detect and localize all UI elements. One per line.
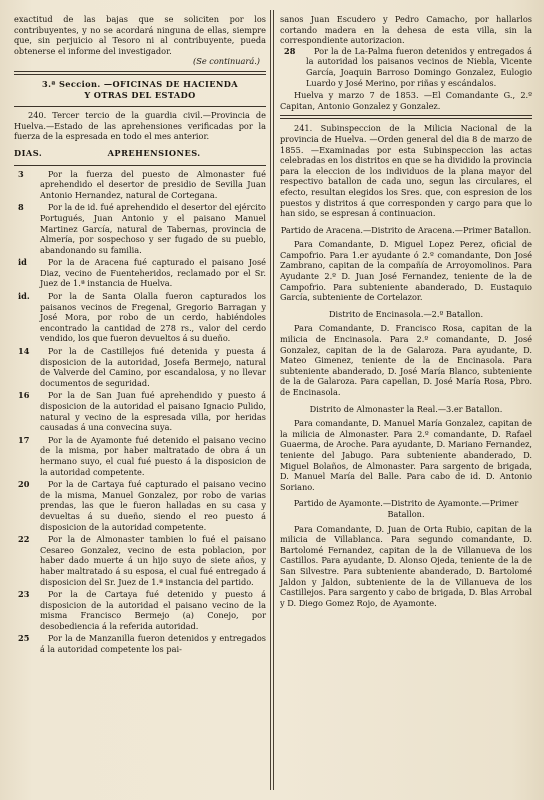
entry-text: Por la de La-Palma fueron detenidos y entregados á la autoridad los paisanos vecinos de Niebla, Vicente García, Joaquin Barroso Domingo Gonzalez, Eulogio Luardo y José Merino, por riñas y escándalos. xyxy=(306,45,532,88)
entry-day: 22 xyxy=(18,534,30,545)
officers-list-4: Para Comandante, D. Juan de Orta Rubio, capitan de la milicia de Villablanca. Para segundo comandante, D. Bartolomé Fernandez, capitan de la de Villanueva de los Castillos. Para ayudante, D. Alonso Ojeda, teniente de la de San Silvestre. Para subteniente abanderado, D. Bartolomé Jaldon y Jaldon, subteniente de la de Villanueva de los Castillejos. Para sargento y cabo de brigada, D. Blas Arrobal y D. Diego Gomez Rojo, de Ayamonte. xyxy=(280,523,532,608)
heading-aprehensiones: APREHENSIONES. xyxy=(107,147,201,158)
entry-row xyxy=(14,390,266,432)
entry-text: Por la de Manzanilla fueron detenidos y entregados á la autoridad competente los pai- xyxy=(40,633,266,655)
entry-day: id xyxy=(18,257,27,268)
entry-row xyxy=(14,169,266,201)
entry-text: Por la de Castillejos fué detenida y puesta á disposicion de la autoridad, Josefa Bermejo, natural de Valverde del Camino, por escandalosa, y no llevar documentos de seguridad. xyxy=(40,346,266,388)
intro-paragraph: exactitud de las bajas que se soliciten por los contribuyentes, y no se acordará ninguna de ellas, siempre que, sin perjuicio al Tesoro ni al contribuyente, pueda obtenerse el informe del investigador. xyxy=(14,14,266,56)
entry-text: Por la de San Juan fué aprehendido y puesto á disposicion de la autoridad el paisano Ignacio Pulido, natural y vecino de la espresada villa, por heridas causadas á una convecina suya. xyxy=(40,390,266,433)
entry-day: 17 xyxy=(18,434,30,445)
item-240: 240. Tercer tercio de la guardia civil.—Provincia de Huelva.—Estado de las aprehensiones verificadas por la fuerza de la espresada en todo el mes anterior. xyxy=(14,110,266,142)
section-rule xyxy=(14,106,266,107)
left-column xyxy=(14,14,266,657)
entry-day: id. xyxy=(18,291,30,302)
officers-list-3: Para comandante, D. Manuel María Gonzalez, capitan de la milicia de Almonaster. Para 2.º comandante, D. Rafael Guaerma, de Aroche. Para ayudante, D. Mariano Fernandez, teniente del Jabugo. Para subteniente abanderado, D. Miguel Bolaños, de Almonaster. Para sargento de brigada, D. Manuel María del Balle. Para cabo de id. D. Antonio Soriano. xyxy=(280,418,532,492)
continue-note: (Se continuará.) xyxy=(193,56,260,67)
column-divider xyxy=(270,10,271,790)
entry-day: 28 xyxy=(284,45,296,56)
section-title-line-2: Y OTRAS DEL ESTADO xyxy=(84,89,196,100)
signature-line: Huelva y marzo 7 de 1853. —El Comandante G., 2.º Capitan, Antonio Gonzalez y Gonzalez. xyxy=(280,90,532,111)
entry-day: 3 xyxy=(18,168,24,179)
entry-row xyxy=(14,589,266,631)
officers-list-1: Para Comandante, D. Miguel Lopez Perez, oficial de Campofrio. Para 1.er ayudante ó 2.º comandante, Don José Zambrano, capitan de la compañía de Arroyomolinos. Para Ayudante 2.º D. Juan José Fernandez, teniente de la de Campofrio. Para subteniente abanderado, D. Eustaquio García, subteniente de Cortelazor. xyxy=(280,239,532,303)
entry-text: Por la de Aracena fué capturado el paisano José Diaz, vecino de Fuenteheridos, reclamado por el Sr. Juez de 1.ª instancia de Huelva. xyxy=(40,257,266,289)
entry-text: Por la de Santa Olalla fueron capturados los paisanos vecinos de Fregenal, Gregorio Barragan y José Mora, por robo de un cerdo, habiéndoles encontrado la cantidad de 278 rs., valor del cerdo vendido, los que fueron devueltos á su dueño. xyxy=(40,291,266,344)
section-title-line-1: 3.ª Seccion. —OFICINAS DE HACIENDA xyxy=(41,78,238,89)
entry-row xyxy=(14,534,266,587)
continued-text: sanos Juan Escudero y Pedro Camacho, por hallarlos cortando madera en la dehesa de esta villa, sin la correspondiente autorizacion. xyxy=(280,14,532,46)
heading-rule xyxy=(14,165,266,166)
entry-text: Por la de Ayamonte fué detenido el paisano vecino de la misma, por haber maltratado de obra á un hermano suyo, el cual fué puesto á la disposicion de la autoridad competente. xyxy=(40,434,266,477)
entry-row xyxy=(14,435,266,477)
entry-row xyxy=(280,46,532,88)
entry-day: 25 xyxy=(18,633,30,644)
entry-text: Por la fuerza del puesto de Almonaster fué aprehendido el desertor de presidio de Sevilla Juan Antonio Hernandez, natural de Cortegana. xyxy=(40,168,266,200)
entry-text: Por la de Almonaster tambien lo fué el paisano Cesareo Gonzalez, vecino de esta poblacion, por haber dado muerte á un hijo suyo de siete años, y haber maltratado á su esposa, el cual fué entregado á disposicion del Sr. Juez de 1.ª instancia del partido. xyxy=(40,534,266,587)
entry-row xyxy=(14,633,266,654)
entry-day: 20 xyxy=(18,479,30,490)
entry-row xyxy=(14,257,266,289)
entry-text: Por la de id. fué aprehendido el desertor del ejército Portugués, Juan Antonio y el paisano Manuel Martinez García, natural de Tabernas, provincia de Almería, por sospechoso y ser fugado de su pueblo, abandonando su familia. xyxy=(40,202,266,255)
item-separator xyxy=(280,115,532,119)
district-heading-1: Partido de Aracena.—Distrito de Aracena.—Primer Batallon. xyxy=(280,224,532,235)
section-separator xyxy=(14,71,266,75)
entry-text: Por la de Cartaya fué capturado el paisano vecino de la misma, Manuel Gonzalez, por robo de varias prendas, las que le fueron halladas en su casa y devueltas á su dueño, siendo el reo puesto á disposicion de la autoridad competente. xyxy=(40,479,266,532)
district-heading-3: Distrito de Almonaster la Real.—3.er Batallon. xyxy=(309,403,503,414)
entry-row xyxy=(14,291,266,344)
entry-day: 23 xyxy=(18,589,30,600)
entry-day: 14 xyxy=(18,346,30,357)
entry-day: 8 xyxy=(18,202,24,213)
heading-dias: DIAS. xyxy=(14,147,43,158)
entry-row xyxy=(14,479,266,532)
district-heading-4: Partido de Ayamonte.—Distrito de Ayamonte.—Primer Batallon. xyxy=(293,498,519,519)
column-divider-inner xyxy=(273,10,274,790)
officers-list-2: Para Comandante, D. Francisco Rosa, capitan de la milicia de Encinasola. Para 2.º comandante, D. José Gonzalez, capitan de la de Galaroza. Para ayudante, D. Mateo Gimenez, teniente de la de Encinasola. Para subteniente abanderado, D. José María Blanco, subteniente de la de Galaroza. Para capellan, D. José María Rosa, Pbro. de Encinasola. xyxy=(280,323,532,397)
right-column xyxy=(280,14,532,612)
entry-row xyxy=(14,346,266,388)
entry-day: 16 xyxy=(18,390,30,401)
table-headings xyxy=(14,148,266,159)
item-241: 241. Subinspeccion de la Milicia Nacional de la provincia de Huelva. —Orden general del dia 8 de marzo de 1855. —Examinadas por esta Subinspeccion las actas celebradas en los distritos en que se ha dividido la provincia para la eleccion de los individuos de la plana mayor del respectivo batallon de cada uno, segun las circulares, el efecto, resultan elegidos los Sres. que, con espresion de los puestos y distritos á que corresponden y cargo para que lo han sido, se espresan á continuacion. xyxy=(280,123,532,219)
entry-row xyxy=(14,202,266,255)
entry-text: Por la de Cartaya fué detenido y puesto á disposicion de la autoridad el paisano vecino de la misma Francisco Bermejo (a) Conejo, por desobediencia á la referida autoridad. xyxy=(40,589,266,631)
district-heading-2: Distrito de Encinasola.—2.º Batallon. xyxy=(328,308,484,319)
